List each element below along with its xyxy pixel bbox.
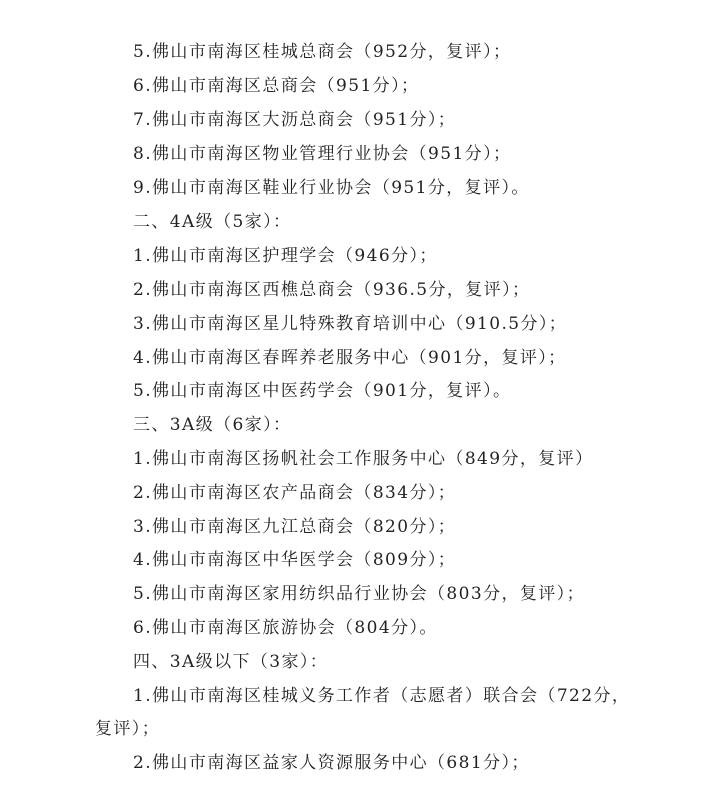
item-4a-5: 5.佛山市南海区中医药学会（901分，复评）。: [133, 381, 512, 401]
item-aaaa-8: 8.佛山市南海区物业管理行业协会（951分）；: [133, 144, 512, 164]
section-heading-below-3a: 四、3A级以下（3家）：: [133, 652, 329, 672]
item-4a-2: 2.佛山市南海区西樵总商会（936.5分，复评）；: [133, 280, 531, 300]
item-3a-5: 5.佛山市南海区家用纺织品行业协会（803分，复评）；: [133, 584, 585, 604]
item-4a-4: 4.佛山市南海区春晖养老服务中心（901分，复评）；: [133, 348, 567, 368]
item-aaaa-9: 9.佛山市南海区鞋业行业协会（951分，复评）。: [133, 178, 530, 198]
item-aaaa-6: 6.佛山市南海区总商会（951分）；: [133, 76, 420, 96]
item-aaaa-5: 5.佛山市南海区桂城总商会（952分，复评）；: [133, 42, 512, 62]
item-3a-3: 3.佛山市南海区九江总商会（820分）；: [133, 517, 457, 537]
item-3a-1: 1.佛山市南海区扬帆社会工作服务中心（849分，复评）: [133, 449, 594, 469]
item-3a-6: 6.佛山市南海区旅游协会（804分）。: [133, 618, 438, 638]
section-heading-4a: 二、4A级（5家）：: [133, 212, 292, 232]
item-4a-3: 3.佛山市南海区星儿特殊教育培训中心（910.5分）；: [133, 314, 568, 334]
section-heading-3a: 三、3A级（6家）：: [133, 415, 292, 435]
item-below-3a-1: 1.佛山市南海区桂城义务工作者（志愿者）联合会（722分，: [133, 686, 631, 706]
item-3a-4: 4.佛山市南海区中华医学会（809分）；: [133, 550, 457, 570]
item-3a-2: 2.佛山市南海区农产品商会（834分）；: [133, 483, 457, 503]
item-aaaa-7: 7.佛山市南海区大沥总商会（951分）；: [133, 110, 457, 130]
item-below-3a-1-continued: 复评）；: [95, 719, 161, 739]
item-4a-1: 1.佛山市南海区护理学会（946分）；: [133, 246, 438, 266]
item-below-3a-2: 2.佛山市南海区益家人资源服务中心（681分）；: [133, 753, 530, 773]
